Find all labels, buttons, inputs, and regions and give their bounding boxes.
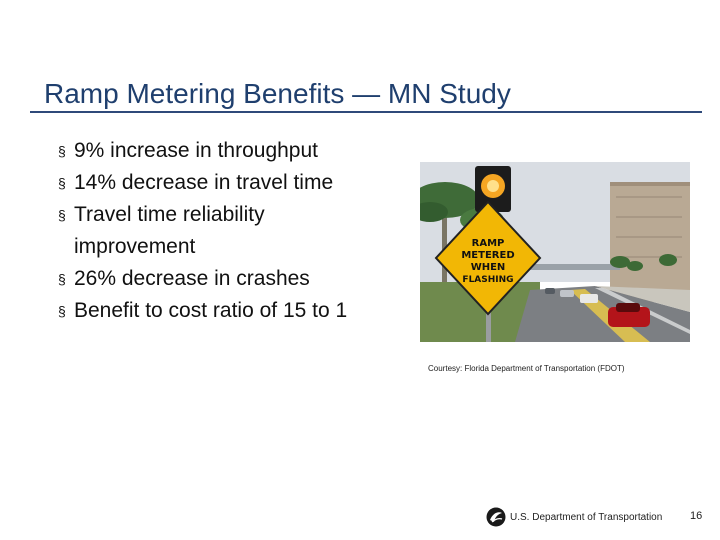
slide-title: Ramp Metering Benefits — MN Study [44, 78, 511, 109]
bullet-text: 14% decrease in travel time [74, 171, 334, 194]
bullet-marker: § [58, 143, 66, 159]
bullet-text: Benefit to cost ratio of 15 to 1 [74, 299, 348, 322]
sign-text-line: RAMP [471, 238, 505, 249]
usdot-logo-icon [486, 507, 506, 527]
bullet-text: 9% increase in throughput [74, 139, 318, 162]
page-number: 16 [690, 510, 703, 522]
sign-text-line: METERED [461, 250, 515, 261]
bullet-item [58, 263, 358, 295]
bullet-marker: § [58, 175, 66, 191]
bullet-marker: § [58, 271, 66, 287]
bullet-marker: § [58, 207, 66, 223]
bullet-item [58, 295, 358, 327]
bullet-text: Travel time reliability improvement [74, 203, 265, 258]
sign-text-line: FLASHING [462, 275, 514, 285]
bullet-text: 26% decrease in crashes [74, 267, 310, 290]
sign-text-line: WHEN [470, 262, 506, 273]
footer-org: U.S. Department of Transportation [510, 512, 663, 523]
bullet-marker: § [58, 303, 66, 319]
ramp-meter-photo [420, 162, 690, 342]
bullet-item [58, 199, 358, 263]
bullet-item [58, 135, 358, 167]
title-underline [30, 111, 702, 113]
bullet-list [58, 135, 358, 327]
ramp-meter-photo-graphic [420, 162, 690, 342]
photo-caption: Courtesy: Florida Department of Transportation (FDOT) [428, 364, 625, 373]
bullet-item [58, 167, 358, 199]
